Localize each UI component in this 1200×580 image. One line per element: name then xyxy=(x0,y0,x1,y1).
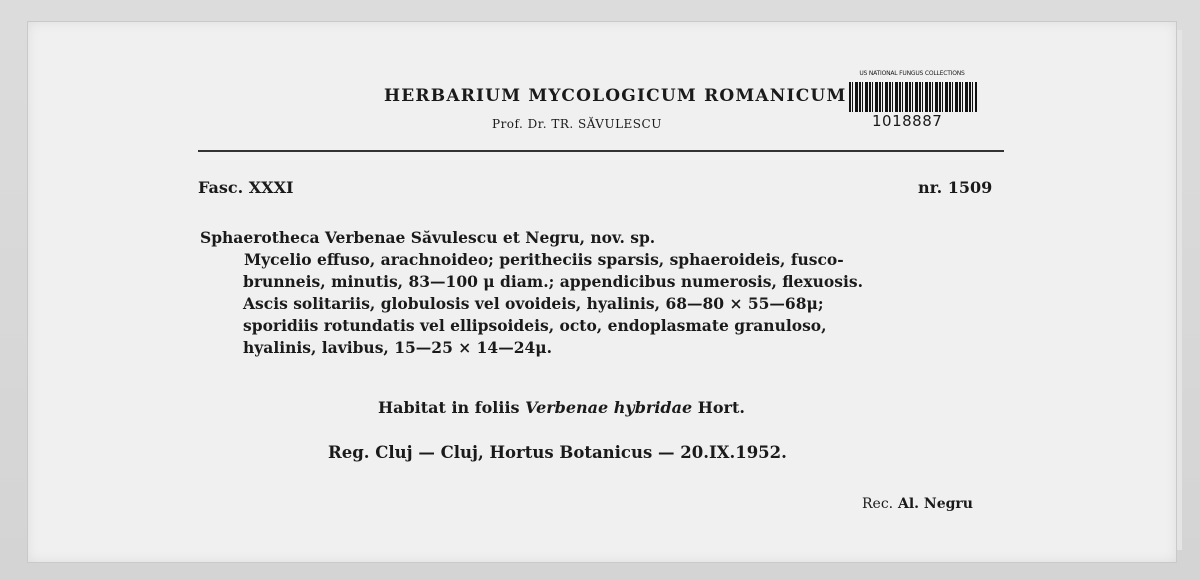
description-line: brunneis, minutis, 83—100 μ diam.; appendicibus numerosis, flexuosis. xyxy=(243,272,864,291)
specimen-number: nr. 1509 xyxy=(918,178,993,197)
barcode-bars xyxy=(849,82,977,112)
species-description xyxy=(244,249,1014,359)
barcode-number: 1018887 xyxy=(872,112,943,130)
barcode-caption: US NATIONAL FUNGUS COLLECTIONS xyxy=(859,70,965,77)
host-plant: Verbenae hybridae xyxy=(525,398,693,417)
collector-line xyxy=(862,496,973,512)
description-line: Mycelio effuso, arachnoideo; peritheciis sparsis, sphaeroideis, fusco- xyxy=(244,250,844,269)
locality-line: Reg. Cluj — Cluj, Hortus Botanicus — 20.IX.1952. xyxy=(328,443,787,462)
description-line: sporidiis rotundatis vel ellipsoideis, octo, endoplasmate granuloso, xyxy=(243,316,827,335)
description-line: hyalinis, lavibus, 15—25 × 14—24μ. xyxy=(243,338,553,357)
collector-name: Al. Negru xyxy=(898,496,973,512)
herbarium-curator: Prof. Dr. TR. SĂVULESCU xyxy=(492,117,662,131)
description-line: Ascis solitariis, globulosis vel ovoideis, hyalinis, 68—80 × 55—68μ; xyxy=(243,294,824,313)
habitat-suffix: Hort. xyxy=(697,398,745,417)
herbarium-title: HERBARIUM MYCOLOGICUM ROMANICUM xyxy=(384,86,847,106)
habitat-line xyxy=(378,398,745,417)
header-divider xyxy=(198,150,1004,152)
species-name: Sphaerotheca Verbenae Săvulescu et Negru, nov. sp. xyxy=(200,228,656,247)
barcode xyxy=(842,70,982,134)
collector-prefix: Rec. xyxy=(862,496,894,512)
habitat-prefix: Habitat in foliis xyxy=(378,398,520,417)
fascicle-label: Fasc. XXXI xyxy=(198,178,294,197)
